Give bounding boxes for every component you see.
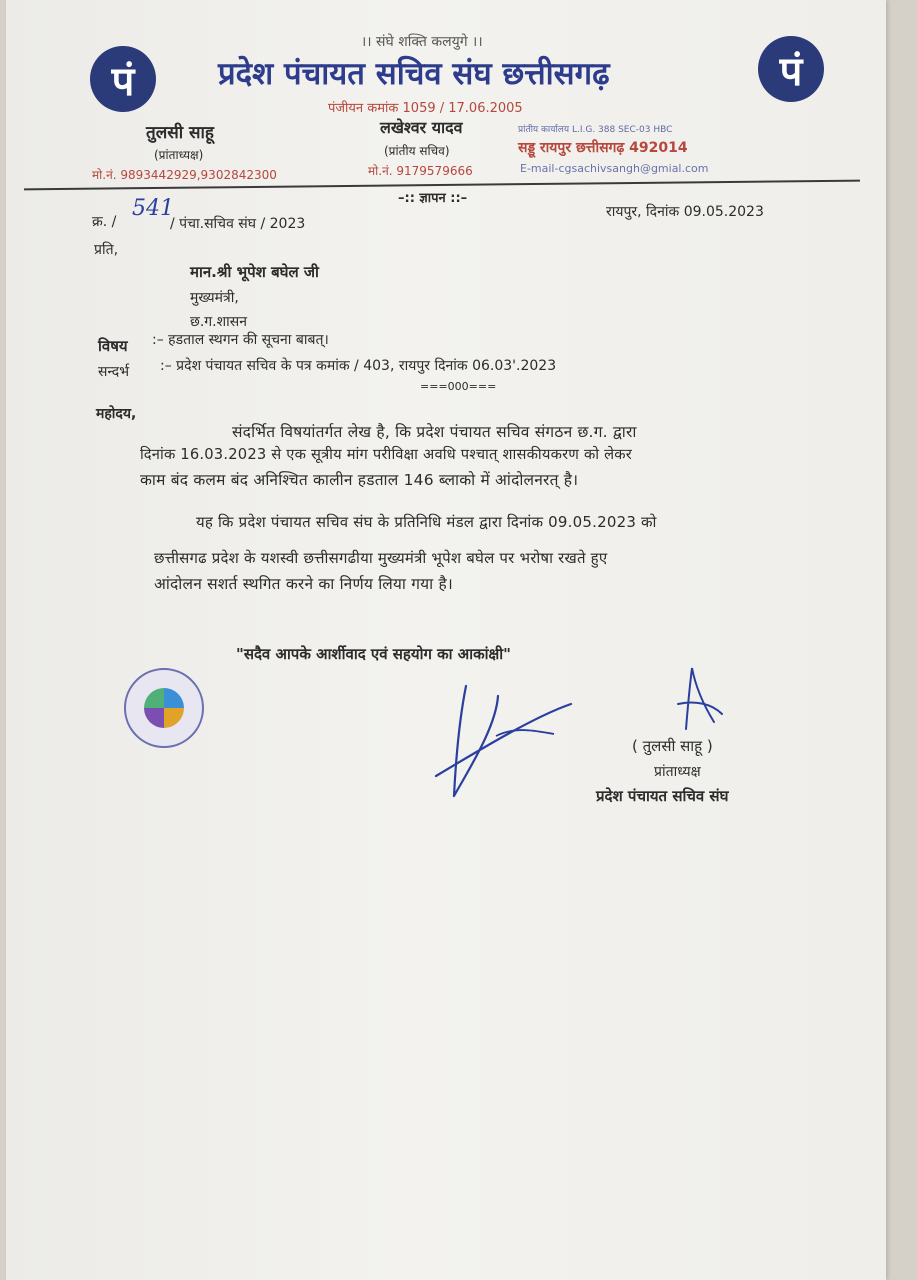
prati-label: प्रति,: [94, 242, 119, 258]
para2-line2: छत्तीसगढ प्रदेश के यशस्वी छत्तीसगढीया मुख्यमंत्री भूपेश बघेल पर भरोषा रखते हुए: [154, 549, 608, 567]
salutation: महोदय,: [96, 406, 137, 422]
organization-seal: [124, 668, 204, 748]
place-date: रायपुर, दिनांक 09.05.2023: [606, 204, 764, 220]
addressee-name: मान.श्री भूपेश बघेल जी: [190, 263, 319, 281]
email-address: E-mail-cgsachivsangh@gmial.com: [520, 162, 709, 175]
signer-organization: प्रदेश पंचायत सचिव संघ: [596, 787, 729, 805]
secretary-phone: मो.नं. 9179579666: [368, 164, 473, 178]
signer-title: प्रांताध्यक्ष: [654, 764, 701, 780]
org-logo-left: पं: [90, 46, 156, 112]
closing-line: "सदैव आपके आर्शीवाद एवं सहयोग का आकांक्षी": [236, 645, 511, 663]
ref-suffix: / पंचा.सचिव संघ / 2023: [170, 216, 306, 232]
signer-name: ( तुलसी साहू ): [632, 737, 713, 755]
motto: ।। संघे शक्ति कलयुगे ।।: [361, 34, 483, 50]
para2-line1: यह कि प्रदेश पंचायत सचिव संघ के प्रतिनिधि मंडल द्वारा दिनांक 09.05.2023 को: [196, 513, 657, 531]
para2-line3: आंदोलन सशर्त स्थगित करने का निर्णय लिया गया है।: [154, 575, 454, 593]
secretary-signature: [426, 676, 576, 806]
seal-emblem-icon: [144, 688, 184, 728]
president-name: तुलसी साहू: [146, 123, 214, 143]
president-signature: [666, 664, 736, 734]
reference-text: :– प्रदेश पंचायत सचिव के पत्र कमांक / 403, रायपुर दिनांक 06.03'.2023: [160, 358, 557, 374]
memorandum-heading: –:: ज्ञापन ::–: [398, 191, 468, 206]
office-address: सड्डू रायपुर छत्तीसगढ़ 492014: [518, 140, 688, 156]
registration-number: पंजीयन कमांक 1059 / 17.06.2005: [328, 101, 523, 116]
subject-label: विषय: [98, 337, 128, 355]
separator: ===000===: [420, 380, 497, 393]
secretary-title: (प्रांतीय सचिव): [384, 144, 450, 158]
secretary-name: लखेश्वर यादव: [380, 118, 463, 137]
subject-text: :– हडताल स्थगन की सूचना बाबत्।: [152, 332, 329, 348]
addressee-govt: छ.ग.शासन: [190, 314, 247, 330]
president-title: (प्रांताध्यक्ष): [154, 148, 204, 162]
president-phone: मो.नं. 9893442929,9302842300: [92, 168, 277, 182]
ref-prefix: क्र. /: [92, 214, 117, 230]
para1-line2: दिनांक 16.03.2023 से एक सूत्रीय मांग परीविक्षा अवधि पश्चात् शासकीयकरण को लेकर: [140, 446, 632, 463]
reference-label: सन्दर्भ: [98, 364, 130, 380]
letter-page: [6, 0, 886, 1280]
para1-line1: संदर्भित विषयांतर्गत लेख है, कि प्रदेश पंचायत सचिव संगठन छ.ग. द्वारा: [232, 423, 637, 441]
office-label: प्रांतीय कार्यालय L.I.G. 388 SEC-03 HBC: [518, 125, 673, 135]
org-name: प्रदेश पंचायत सचिव संघ छत्तीसगढ़: [218, 56, 610, 92]
ref-number-handwritten: 541: [132, 196, 174, 221]
org-logo-right: पं: [758, 36, 824, 102]
para1-line3: काम बंद कलम बंद अनिश्चित कालीन हडताल 146 ब्लाको में आंदोलनरत् है।: [140, 471, 579, 489]
addressee-title: मुख्यमंत्री,: [190, 290, 239, 306]
